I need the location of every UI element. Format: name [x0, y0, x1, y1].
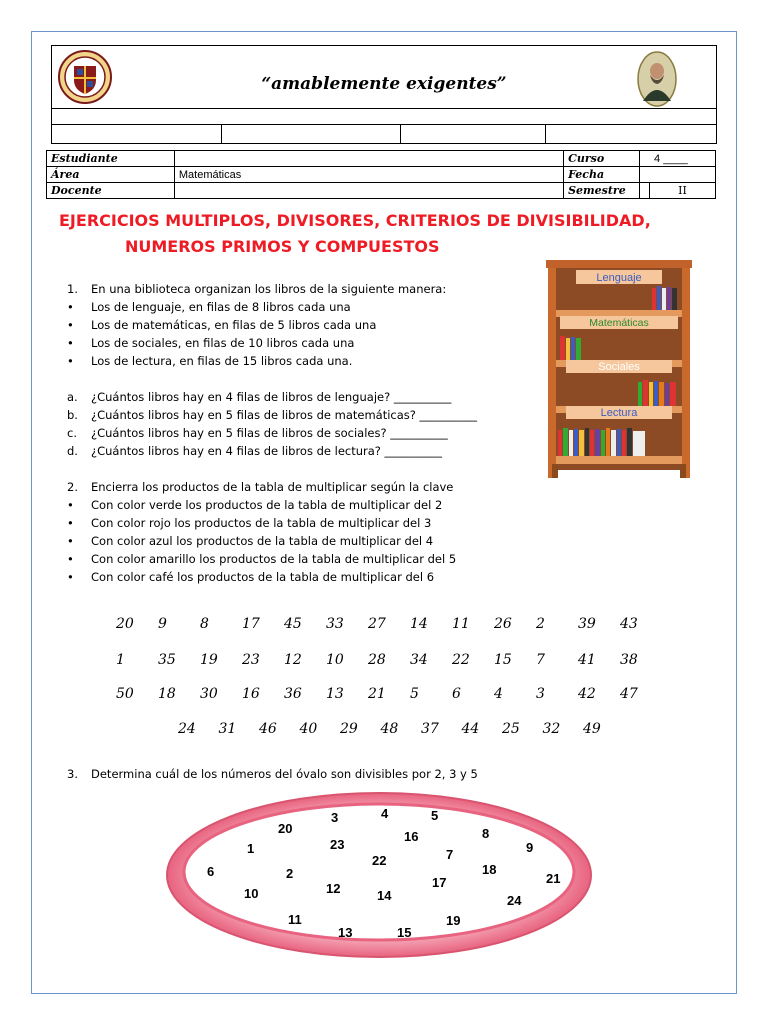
grid-number[interactable]: 43	[620, 616, 638, 632]
oval-number[interactable]: 13	[338, 925, 353, 940]
grid-number[interactable]: 14	[410, 616, 428, 632]
sociales-books	[638, 380, 676, 406]
grid-number[interactable]: 18	[158, 686, 176, 702]
shelf-label-sociales: Sociales	[598, 361, 640, 373]
grid-number[interactable]: 35	[158, 652, 176, 668]
oval-number[interactable]: 11	[288, 912, 302, 927]
student-field[interactable]	[174, 151, 563, 167]
oval-number[interactable]: 5	[431, 808, 439, 823]
worksheet-title-line2: NUMEROS PRIMOS Y COMPUESTOS	[125, 237, 440, 256]
grid-number[interactable]: 21	[368, 686, 386, 702]
header-rule	[52, 108, 716, 109]
founder-portrait-icon	[637, 51, 677, 107]
oval-number[interactable]: 10	[244, 886, 259, 901]
course-label: Curso	[564, 151, 640, 167]
grid-number[interactable]: 37	[421, 721, 439, 737]
q3-prompt: 3. Determina cuál de los números del óvalo son divisibles por 2, 3 y 5	[67, 767, 478, 781]
q2-bullet: • Con color azul los productos de la tabla de multiplicar del 4	[67, 534, 434, 548]
grid-number[interactable]: 50	[116, 686, 134, 702]
grid-number[interactable]: 9	[158, 616, 167, 632]
grid-number[interactable]: 11	[452, 616, 470, 632]
oval-number[interactable]: 3	[331, 810, 339, 825]
q1-intro: 1. En una biblioteca organizan los libros de la siguiente manera:	[67, 282, 447, 296]
grid-number[interactable]: 32	[542, 721, 561, 737]
grid-number[interactable]: 19	[200, 652, 218, 668]
oval-number[interactable]: 17	[432, 875, 447, 890]
header-cell-divider	[545, 125, 546, 144]
date-label: Fecha	[564, 167, 640, 183]
semester-field: II	[650, 183, 716, 199]
q2-intro: 2. Encierra los productos de la tabla de multiplicar según la clave	[67, 480, 454, 494]
grid-number[interactable]: 5	[410, 686, 419, 702]
student-info-table	[46, 150, 716, 199]
q2-bullet: • Con color amarillo los productos de la tabla de multiplicar del 5	[67, 552, 457, 566]
grid-number[interactable]: 41	[578, 652, 596, 668]
grid-number[interactable]: 47	[620, 686, 638, 702]
oval-number[interactable]: 20	[278, 821, 293, 836]
grid-number[interactable]: 38	[620, 652, 638, 668]
grid-number[interactable]: 40	[299, 721, 318, 737]
grid-number[interactable]: 15	[494, 652, 512, 668]
oval-number[interactable]: 22	[372, 853, 387, 868]
q1-question-c: c. ¿Cuántos libros hay en 5 filas de libros de sociales? __________	[67, 426, 448, 440]
oval-number[interactable]: 16	[404, 829, 419, 844]
grid-number[interactable]: 45	[284, 616, 302, 632]
oval-number[interactable]: 23	[330, 837, 345, 852]
q1-bullet: • Los de lectura, en filas de 15 libros cada una.	[67, 354, 353, 368]
grid-number[interactable]: 20	[116, 616, 134, 632]
grid-number[interactable]: 42	[578, 686, 596, 702]
oval-number[interactable]: 4	[381, 806, 389, 821]
teacher-label: Docente	[47, 183, 175, 199]
oval-number[interactable]: 1	[247, 841, 255, 856]
worksheet-title-line1: EJERCICIOS MULTIPLOS, DIVISORES, CRITERIOS DE DIVISIBILIDAD,	[59, 211, 651, 230]
grid-number[interactable]: 12	[284, 652, 302, 668]
grid-number[interactable]: 28	[368, 652, 386, 668]
oval-number[interactable]: 7	[446, 847, 454, 862]
grid-number[interactable]: 30	[200, 686, 218, 702]
bookshelf-illustration	[546, 260, 692, 478]
q1-bullet: • Los de sociales, en filas de 10 libros cada una	[67, 336, 355, 350]
school-header	[51, 45, 717, 144]
grid-number[interactable]: 22	[452, 652, 470, 668]
grid-number[interactable]: 3	[536, 686, 545, 702]
q2-bullet: • Con color verde los productos de la tabla de multiplicar del 2	[67, 498, 443, 512]
q1-question-a: a. ¿Cuántos libros hay en 4 filas de libros de lenguaje? __________	[67, 390, 452, 404]
oval-number[interactable]: 8	[482, 826, 490, 841]
teacher-field[interactable]	[174, 183, 563, 199]
grid-number[interactable]: 17	[242, 616, 260, 632]
grid-number[interactable]: 33	[326, 616, 344, 632]
grid-number[interactable]: 24	[178, 721, 196, 737]
header-rule	[52, 124, 716, 125]
q1-question-d: d. ¿Cuántos libros hay en 4 filas de libros de lectura? __________	[67, 444, 443, 458]
grid-number[interactable]: 16	[242, 686, 260, 702]
grid-number[interactable]: 46	[259, 721, 277, 737]
grid-number[interactable]: 1	[116, 652, 125, 668]
grid-number[interactable]: 39	[578, 616, 596, 632]
oval-number[interactable]: 2	[286, 866, 294, 881]
shelf-label-matematicas: Matemáticas	[589, 317, 649, 329]
oval-number[interactable]: 19	[446, 913, 461, 928]
grid-number[interactable]: 4	[494, 686, 503, 702]
grid-number[interactable]: 2	[536, 616, 545, 632]
grid-number[interactable]: 36	[284, 686, 302, 702]
q2-bullet: • Con color café los productos de la tabla de multiplicar del 6	[67, 570, 435, 584]
grid-number[interactable]: 7	[536, 652, 545, 668]
school-motto: “amablemente exigentes”	[261, 74, 507, 94]
oval-number[interactable]: 14	[377, 888, 392, 903]
header-cell-divider	[221, 125, 222, 144]
q1-bullet: • Los de lenguaje, en filas de 8 libros cada una	[67, 300, 351, 314]
lectura-books	[558, 428, 645, 456]
course-field[interactable]: 4 ____	[640, 151, 716, 167]
grid-number[interactable]: 44	[461, 721, 480, 737]
oval-number[interactable]: 18	[482, 862, 497, 877]
q1-question-b: b. ¿Cuántos libros hay en 5 filas de libros de matemáticas? __________	[67, 408, 478, 422]
grid-number[interactable]: 25	[502, 721, 520, 737]
semester-label: Semestre	[564, 183, 640, 199]
area-label: Área	[47, 167, 175, 183]
oval-number[interactable]: 9	[526, 840, 534, 855]
semester-blank	[640, 183, 650, 199]
grid-number[interactable]: 34	[410, 652, 428, 668]
shelf-label-lenguaje: Lenguaje	[596, 272, 642, 284]
grid-number[interactable]: 27	[368, 616, 386, 632]
grid-number[interactable]: 23	[242, 652, 260, 668]
oval-number[interactable]: 24	[507, 893, 522, 908]
grid-number[interactable]: 10	[326, 652, 344, 668]
area-field: Matemáticas	[174, 167, 563, 183]
oval-number[interactable]: 15	[397, 925, 412, 940]
student-label: Estudiante	[47, 151, 175, 167]
number-oval	[164, 790, 594, 960]
q2-bullet: • Con color rojo los productos de la tabla de multiplicar del 3	[67, 516, 432, 530]
date-field[interactable]	[640, 167, 716, 183]
grid-number[interactable]: 26	[494, 616, 512, 632]
grid-number[interactable]: 31	[218, 721, 237, 737]
oval-number[interactable]: 12	[326, 881, 341, 896]
grid-number[interactable]: 8	[200, 616, 209, 632]
header-cell-divider	[400, 125, 401, 144]
grid-number[interactable]: 48	[380, 721, 399, 737]
grid-number[interactable]: 29	[340, 721, 358, 737]
shelf-label-lectura: Lectura	[600, 407, 638, 419]
grid-number[interactable]: 6	[452, 686, 461, 702]
q1-bullet: • Los de matemáticas, en filas de 5 libros cada una	[67, 318, 377, 332]
grid-number[interactable]: 13	[326, 686, 344, 702]
lenguaje-books	[652, 286, 677, 310]
oval-number[interactable]: 21	[546, 871, 561, 886]
grid-number[interactable]: 49	[583, 721, 601, 737]
oval-number[interactable]: 6	[207, 864, 215, 879]
